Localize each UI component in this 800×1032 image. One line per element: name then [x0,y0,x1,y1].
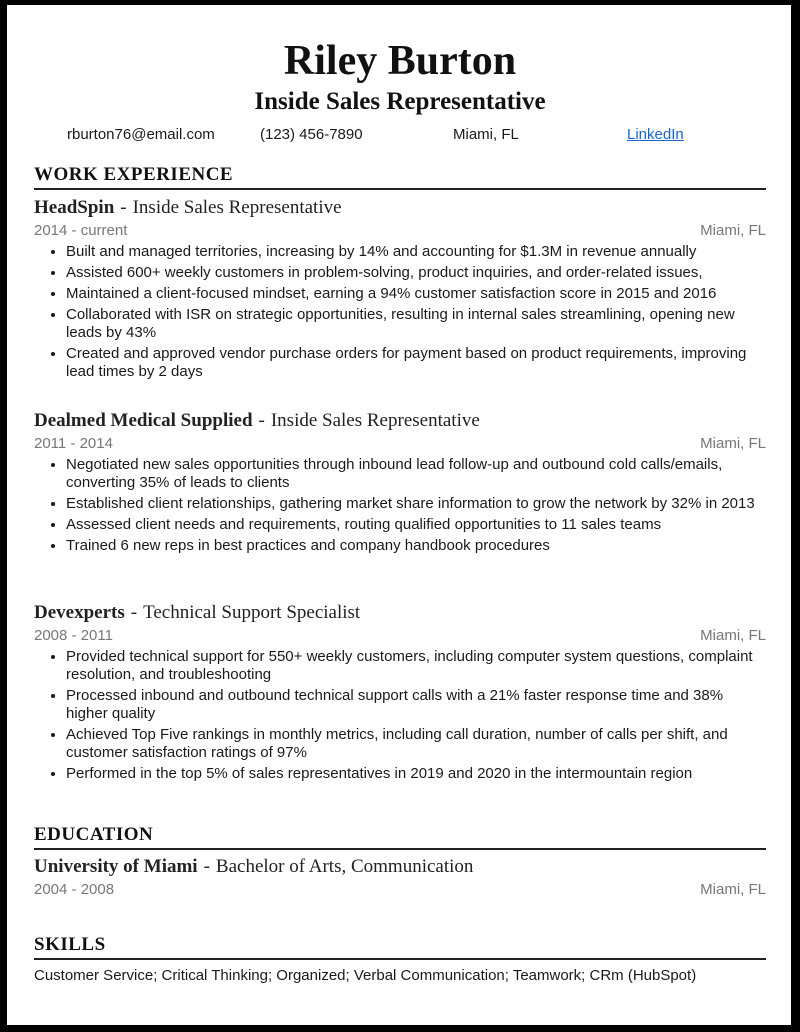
job-dates: 2014 - current [34,222,128,239]
education-location: Miami, FL [700,881,766,898]
education-dates: 2004 - 2008 [34,881,115,898]
job-header [34,601,766,625]
job-meta [34,434,766,454]
education-entry [34,855,766,900]
job-bullet: • Processed inbound and outbound technical support calls with a 21% faster response time and 38% higher quality [66,687,766,723]
job-role: Inside Sales Representative [132,197,342,218]
candidate-title: Inside Sales Representative [254,88,546,115]
skills-heading: SKILLS [34,934,766,960]
job-bullet: • Achieved Top Five rankings in monthly metrics, including call duration, number of calls per shift, and customer satisfaction ratings of 97% [66,726,766,762]
job-role: Inside Sales Representative [270,410,480,431]
job-location: Miami, FL [700,627,766,644]
education-school: University of Miami [34,856,198,877]
job-bullet: • Collaborated with ISR on strategic opportunities, resulting in internal sales streamlining, opening new leads by 43% [66,306,766,342]
job-bullet: • Assisted 600+ weekly customers in problem-solving, product inquiries, and order-related issues, [66,264,766,282]
job-entry [34,601,766,786]
job-bullet: • Performed in the top 5% of sales representatives in 2019 and 2020 in the intermountain region [66,765,766,783]
contact-location: Miami, FL [453,126,519,143]
job-role: Technical Support Specialist [143,602,361,623]
job-separator: - [120,197,127,218]
education-separator: - [203,856,210,877]
job-company: Devexperts [34,602,125,623]
job-header [34,196,766,220]
linkedin-link[interactable]: LinkedIn [627,126,684,143]
job-bullet: • Provided technical support for 550+ weekly customers, including computer system questions, complaint resolution, and troubleshooting [66,648,766,684]
education-heading: EDUCATION [34,824,766,850]
contact-line [34,125,766,147]
job-dates: 2008 - 2011 [34,627,113,644]
job-company: Dealmed Medical Supplied [34,410,253,431]
job-meta [34,221,766,241]
job-location: Miami, FL [700,435,766,452]
job-meta [34,626,766,646]
job-location: Miami, FL [700,222,766,239]
education-meta [34,880,766,900]
job-bullet: • Built and managed territories, increasing by 14% and accounting for $1.3M in revenue annually [66,243,766,261]
job-header [34,409,766,433]
job-entry [34,196,766,384]
resume-page [7,5,791,1025]
contact-phone: (123) 456-7890 [260,126,363,143]
job-company: HeadSpin [34,197,115,218]
job-bullet: • Trained 6 new reps in best practices and company handbook procedures [66,537,766,555]
job-bullet: • Negotiated new sales opportunities through inbound lead follow-up and outbound cold calls/emails, converting 35% of leads to clients [66,456,766,492]
work-experience-heading: WORK EXPERIENCE [34,164,766,190]
education-degree: Bachelor of Arts, Communication [215,856,474,877]
job-bullet: • Created and approved vendor purchase orders for payment based on product requirements, improving lead times by 2 days [66,345,766,381]
skills-list: Customer Service; Critical Thinking; Organized; Verbal Communication; Teamwork; CRm (HubSpot) [34,967,697,984]
job-bullets [34,456,766,555]
job-bullets [34,648,766,783]
job-bullet: • Established client relationships, gathering market share information to grow the network by 32% in 2013 [66,495,766,513]
job-bullet: • Maintained a client-focused mindset, earning a 94% customer satisfaction score in 2015 and 2016 [66,285,766,303]
job-bullet: • Assessed client needs and requirements, routing qualified opportunities to 11 sales teams [66,516,766,534]
job-dates: 2011 - 2014 [34,435,113,452]
candidate-name: Riley Burton [283,38,517,84]
contact-email: rburton76@email.com [67,126,215,143]
education-header [34,855,766,879]
job-bullets [34,243,766,381]
job-separator: - [130,602,138,623]
job-entry [34,409,766,558]
job-separator: - [258,410,265,431]
